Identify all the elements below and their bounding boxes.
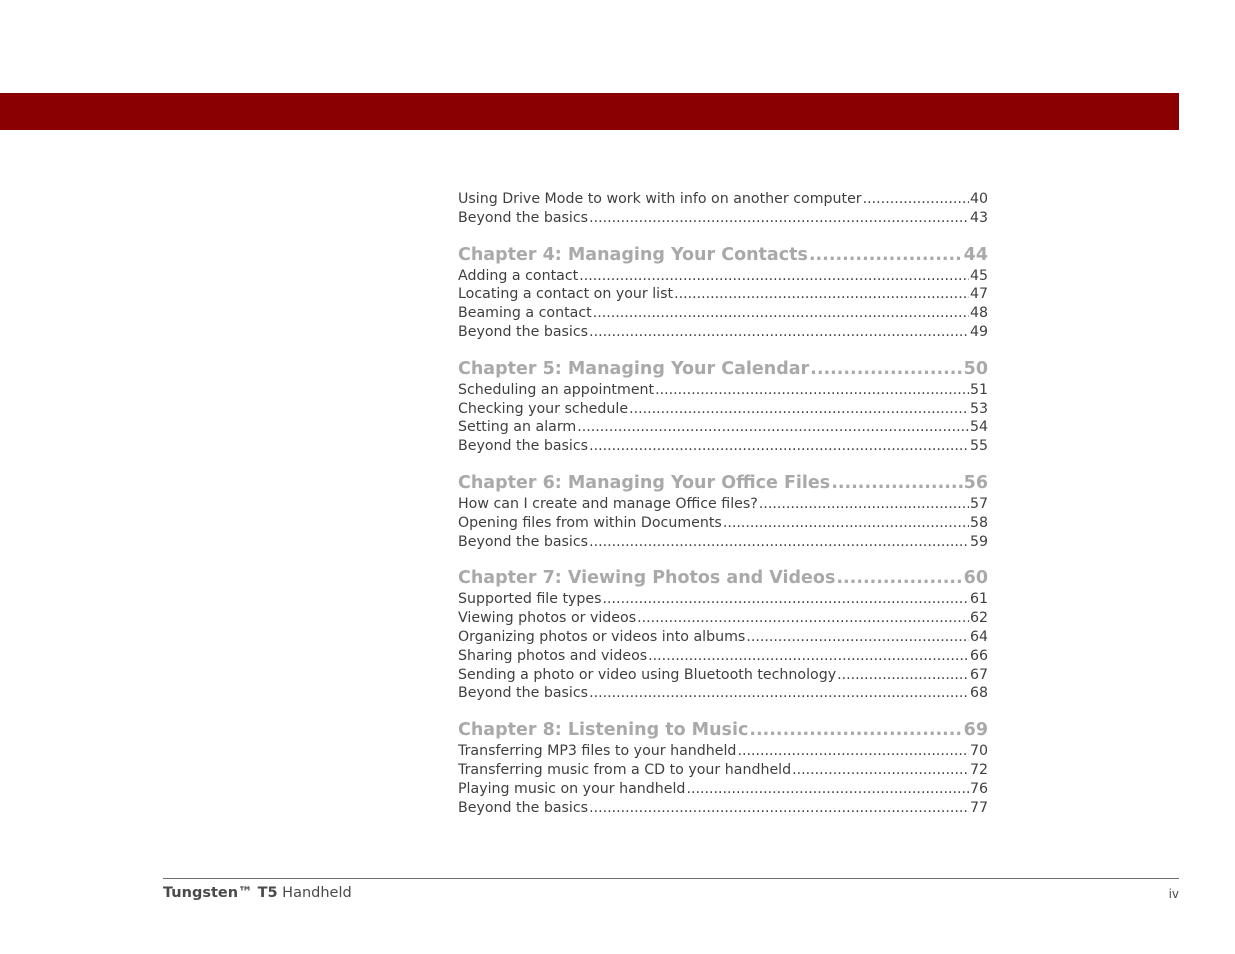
toc-entry[interactable] xyxy=(458,514,988,533)
toc-entry[interactable] xyxy=(458,400,988,419)
toc-entry-title: Sharing photos and videos xyxy=(458,647,648,664)
toc-entry-title: Beyond the basics xyxy=(458,533,589,550)
toc-entry-title: Beyond the basics xyxy=(458,799,589,816)
toc-entry[interactable] xyxy=(458,647,988,666)
toc-entry-title: Scheduling an appointment xyxy=(458,381,655,398)
footer-product xyxy=(163,885,352,901)
toc-chapter-heading[interactable] xyxy=(458,472,988,494)
toc-entry-page: 50 xyxy=(963,358,988,379)
toc-entry-page: 55 xyxy=(969,438,988,455)
toc-entry-title: Chapter 8: Listening to Music xyxy=(458,720,749,741)
toc-entry-title: Adding a contact xyxy=(458,267,579,284)
toc-leader-dots xyxy=(589,437,969,456)
toc-entry[interactable] xyxy=(458,190,988,209)
toc-entry-page: 48 xyxy=(969,305,988,322)
toc-entry-title: Opening files from within Documents xyxy=(458,514,722,531)
toc-chapter-heading[interactable] xyxy=(458,244,988,266)
toc-entry[interactable] xyxy=(458,609,988,628)
toc-entry[interactable] xyxy=(458,761,988,780)
toc-entry-title: Chapter 7: Viewing Photos and Videos xyxy=(458,568,836,589)
toc-entry-page: 66 xyxy=(969,647,988,664)
toc-entry-page: 47 xyxy=(969,286,988,303)
toc-entry-page: 58 xyxy=(969,514,988,531)
toc-leader-dots xyxy=(746,628,969,647)
toc-entry[interactable] xyxy=(458,267,988,286)
toc-entry-page: 56 xyxy=(963,472,988,493)
toc-entry[interactable] xyxy=(458,437,988,456)
header-banner xyxy=(0,93,1179,130)
toc-leader-dots xyxy=(831,472,962,494)
toc-entry-title: Organizing photos or videos into albums xyxy=(458,628,746,645)
toc-entry[interactable] xyxy=(458,418,988,437)
toc-entry-title: Chapter 6: Managing Your Office Files xyxy=(458,472,831,493)
toc-leader-dots xyxy=(655,381,969,400)
toc-entry-page: 68 xyxy=(969,685,988,702)
toc-entry[interactable] xyxy=(458,495,988,514)
toc-entry-page: 60 xyxy=(963,568,988,589)
toc-entry-page: 62 xyxy=(969,610,988,627)
toc-entry-title: Beyond the basics xyxy=(458,438,589,455)
toc-entry-page: 43 xyxy=(969,209,988,226)
toc-entry-page: 44 xyxy=(963,244,988,265)
toc-entry-title: Using Drive Mode to work with info on another computer xyxy=(458,191,862,207)
footer-rule xyxy=(163,878,1179,879)
toc-entry[interactable] xyxy=(458,628,988,647)
toc-entry-page: 69 xyxy=(963,720,988,741)
toc-entry-title: Playing music on your handheld xyxy=(458,780,686,797)
toc-entry-page: 40 xyxy=(969,191,988,207)
toc-entry-title: Locating a contact on your list xyxy=(458,286,674,303)
toc-leader-dots xyxy=(648,647,969,666)
toc-entry-title: Beaming a contact xyxy=(458,305,592,322)
toc-leader-dots xyxy=(863,190,969,209)
toc-leader-dots xyxy=(809,244,963,266)
toc-entry-page: 72 xyxy=(969,761,988,778)
toc-entry[interactable] xyxy=(458,780,988,799)
toc-entry[interactable] xyxy=(458,533,988,552)
toc-entry[interactable] xyxy=(458,742,988,761)
toc-entry[interactable] xyxy=(458,285,988,304)
toc-entry-title: Checking your schedule xyxy=(458,400,629,417)
toc-entry[interactable] xyxy=(458,381,988,400)
toc-leader-dots xyxy=(737,742,969,761)
toc-entry[interactable] xyxy=(458,323,988,342)
toc-entry-page: 77 xyxy=(969,799,988,816)
toc-leader-dots xyxy=(603,590,969,609)
toc-leader-dots xyxy=(579,267,969,286)
toc-entry-title: Setting an alarm xyxy=(458,419,577,436)
toc-entry-page: 54 xyxy=(969,419,988,436)
toc-entry-title: Beyond the basics xyxy=(458,685,589,702)
toc-entry[interactable] xyxy=(458,666,988,685)
toc-entry-page: 45 xyxy=(969,267,988,284)
footer-page-number: iv xyxy=(1168,887,1179,901)
toc-entry-page: 59 xyxy=(969,533,988,550)
toc-entry-title: Beyond the basics xyxy=(458,209,589,226)
toc-leader-dots xyxy=(629,400,969,419)
toc-leader-dots xyxy=(837,666,969,685)
toc-entry-title: Transferring MP3 files to your handheld xyxy=(458,743,737,760)
toc-entry-page: 51 xyxy=(969,381,988,398)
toc-leader-dots xyxy=(589,684,969,703)
toc-entry-page: 61 xyxy=(969,591,988,608)
toc-leader-dots xyxy=(674,285,969,304)
toc-leader-dots xyxy=(589,799,969,818)
toc-entry-title: Supported file types xyxy=(458,591,602,608)
toc-leader-dots xyxy=(577,418,969,437)
toc-entry-page: 70 xyxy=(969,743,988,760)
toc-entry-page: 76 xyxy=(969,780,988,797)
toc-leader-dots xyxy=(589,323,969,342)
toc-entry[interactable] xyxy=(458,209,988,228)
toc-entry[interactable] xyxy=(458,684,988,703)
toc-leader-dots xyxy=(723,514,969,533)
toc-entry[interactable] xyxy=(458,304,988,323)
toc-leader-dots xyxy=(759,495,969,514)
footer-product-name: Tungsten™ T5 xyxy=(163,885,278,901)
toc-leader-dots xyxy=(792,761,969,780)
table-of-contents xyxy=(458,190,988,817)
toc-entry[interactable] xyxy=(458,590,988,609)
toc-leader-dots xyxy=(637,609,969,628)
toc-leader-dots xyxy=(810,358,962,380)
toc-entry-page: 49 xyxy=(969,323,988,340)
toc-entry-title: Viewing photos or videos xyxy=(458,610,637,627)
toc-entry-page: 67 xyxy=(969,666,988,683)
toc-entry-title: Sending a photo or video using Bluetooth technology xyxy=(458,666,837,683)
toc-entry[interactable] xyxy=(458,799,988,818)
toc-chapter-heading[interactable] xyxy=(458,719,988,741)
toc-entry-title: Chapter 4: Managing Your Contacts xyxy=(458,244,808,265)
footer-product-suffix: Handheld xyxy=(277,885,352,901)
toc-entry-title: Transferring music from a CD to your handheld xyxy=(458,761,792,778)
toc-entry-page: 64 xyxy=(969,628,988,645)
toc-leader-dots xyxy=(589,209,969,228)
toc-leader-dots xyxy=(593,304,969,323)
toc-entry-page: 53 xyxy=(969,400,988,417)
toc-leader-dots xyxy=(836,567,962,589)
toc-chapter-heading[interactable] xyxy=(458,358,988,380)
toc-entry-title: Chapter 5: Managing Your Calendar xyxy=(458,358,810,379)
toc-chapter-heading[interactable] xyxy=(458,567,988,589)
toc-leader-dots xyxy=(686,780,969,799)
toc-leader-dots xyxy=(749,719,962,741)
toc-entry-title: How can I create and manage Office files? xyxy=(458,495,758,512)
toc-entry-title: Beyond the basics xyxy=(458,323,589,340)
toc-entry-page: 57 xyxy=(969,495,988,512)
toc-leader-dots xyxy=(589,533,969,552)
